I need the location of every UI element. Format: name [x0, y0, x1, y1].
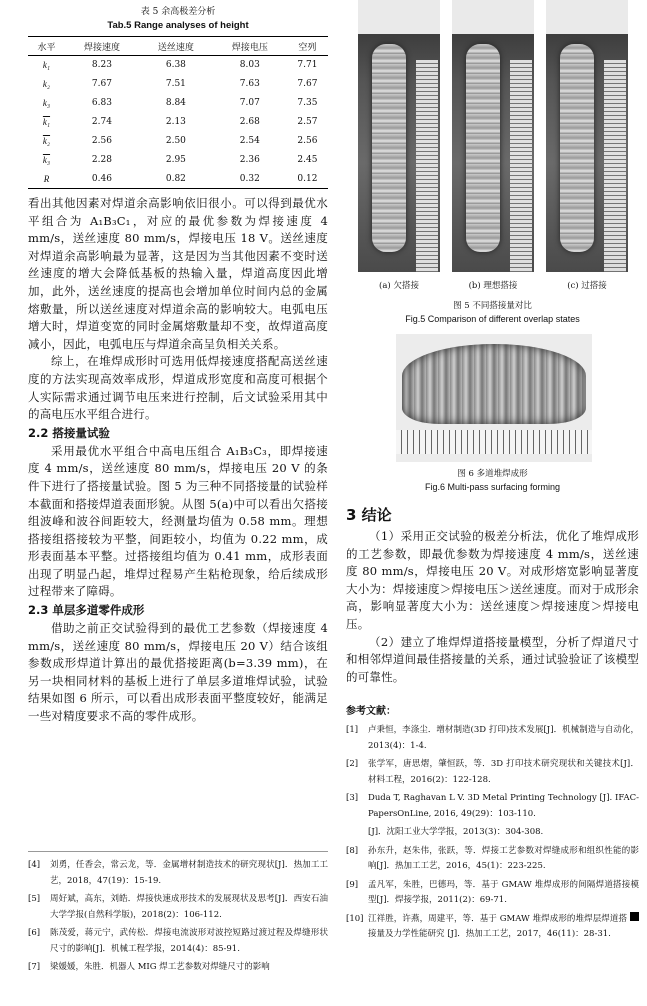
figure-5-caption	[346, 300, 639, 326]
reference-item: [9] 孟凡军，朱胜，巴德玛，等．基于 GMAW 堆焊成形的间隔焊道搭接模型[J]．焊接学报，2011(2)：69-71.	[346, 879, 639, 906]
table-cell: 6.83	[91, 98, 112, 108]
conclusion-item-2: （2）建立了堆焊焊道搭接量模型，分析了焊道尺寸和相邻焊道间最佳搭接量的关系，通过试验验证了该模型的可靠性。	[346, 634, 639, 684]
reference-item: [1] 卢秉恒，李涤尘．增材制造(3D 打印)技术发展[J]．机械制造与自动化，2013(4)：1-4.	[346, 725, 639, 751]
table-header-cell: 焊接速度	[65, 37, 139, 56]
figure-5-caption-en: Fig.5 Comparison of different overlap states	[405, 314, 580, 324]
conclusion-item-1: （1）采用正交试验的极差分析法，优化了堆焊成形的工艺参数，即最优参数为焊接速度 4 mm/s，送丝速度 80 mm/s，焊接电压 20 V。对成形熔宽影响显著度大小为：焊接速度＞焊接电压＞送丝速度。而对于成形余高，影响显著度大小为：送丝速度＞焊接速度＞焊接电压。	[346, 529, 639, 631]
table-caption-en: Tab.5 Range analyses of height	[107, 20, 249, 31]
table-row	[28, 94, 328, 113]
table-cell: 7.63	[239, 79, 260, 89]
table-row-label: k₂	[42, 136, 51, 146]
subcaption-c: (c) 过搭接	[567, 281, 607, 291]
table-cell: 8.23	[91, 60, 112, 71]
table-row	[28, 132, 328, 151]
right-column	[346, 0, 639, 946]
paragraph-multipass: 借助之前正交试验得到的最优工艺参数（焊接速度 4 mm/s，送丝速度 80 mm/s，焊接电压 20 V）结合该组参数成形焊道计算出的最优搭接距离(b=3.39 mm)，在另一块相同材料的基板上进行了单层多道堆焊试验，试验结果如图 6 所示，可以看出成形表面平整度较好，能满足一些对精度要求不高的零件成形。	[28, 621, 328, 724]
table-cell: 2.57	[297, 117, 318, 127]
subcaption-b: (b) 理想搭接	[468, 281, 518, 291]
references-continued-left	[28, 858, 328, 979]
table-row	[28, 56, 328, 75]
table-cell: 7.35	[297, 98, 318, 108]
footnote-divider	[28, 851, 328, 852]
table-cell: 8.03	[239, 60, 260, 71]
figure-6-caption-cn: 图 6 多道堆焊成形	[457, 469, 528, 479]
subcaption-a: (a) 欠搭接	[379, 281, 419, 291]
left-column	[28, 0, 328, 726]
table-cell: 2.28	[91, 155, 112, 165]
table-row-label: k₁	[42, 117, 51, 127]
figure-6-photo	[396, 334, 592, 462]
table-row	[28, 113, 328, 132]
table-header-cell: 空列	[287, 37, 328, 56]
reference-item: [J]．沈阳工业大学学报，2013(3)：304-308.	[368, 827, 544, 838]
table-cell: 2.45	[297, 155, 318, 165]
section-heading-conclusion: 3 结论	[346, 506, 392, 524]
table-cell: 0.46	[65, 170, 139, 189]
table-cell: 7.67	[297, 79, 318, 89]
table-cell: 2.54	[239, 136, 260, 146]
table-row-label: k₃	[42, 155, 51, 165]
table-cell: 7.71	[297, 60, 318, 71]
table-row	[28, 170, 328, 189]
figure-5	[358, 0, 628, 300]
table-cell: 7.07	[239, 98, 260, 108]
table-row-label: k₁	[42, 60, 51, 71]
table-cell: 2.36	[239, 155, 260, 165]
table-header-cell: 水平	[28, 37, 65, 56]
table-cell: 2.74	[91, 117, 112, 127]
figure-6-caption-en: Fig.6 Multi-pass surfacing forming	[424, 482, 561, 492]
table-cell: 6.38	[165, 60, 186, 71]
paragraph-overlap-test: 采用最优水平组合中高电压组合 A₁B₃C₃，即焊接速度 4 mm/s，送丝速度 80 mm/s，焊接电压 20 V 的条件下进行了搭接量试验。图 5 为三种不同搭接量的试验样本截面和搭接焊道表面形貌。从图 5(a)中可以看出欠搭接组波峰和波谷间距较大，经测量均值为 0.58 mm。理想搭接组搭接较为平整，间距较小，均值为 0.22 mm，成形表面基本平整。过搭接组均值为 0.41 mm，成形表面出现了明显凸起，堆焊过程易产生粘枪现象，给后续成形过程带来了障碍。	[28, 443, 328, 599]
paragraph-summary: 综上，在堆焊成形时可选用低焊接速度搭配高送丝速度的方法实现高效率成形，焊道成形宽度和高度可根据个人实际需求通过调节电压来进行控制，后文试验采用其中的高电压水平组合进行。	[28, 354, 328, 422]
reference-item: [5] 周好斌，高东，刘皓．焊接快速成形技术的发展现状及思考[J]．西安石油大学学报(自然科学版)，2018(2)：106-112.	[28, 894, 328, 920]
table-row	[28, 75, 328, 94]
reference-item: [6] 陈茂爱，蒋元宁，武传松．焊接电流波形对波控短路过渡过程及焊缝形状尺寸的影响[J]．机械工程学报，2014(4)：85-91.	[28, 928, 328, 954]
section-heading-2-2: 2.2 搭接量试验	[28, 425, 110, 440]
reference-item: [7] 梁媛媛，朱胜．机器人 MIG 焊工艺参数对焊缝尺寸的影响	[28, 962, 270, 972]
table-cell: 2.56	[91, 136, 112, 146]
table-row-label: R	[28, 170, 65, 189]
references-title: 参考文献：	[346, 706, 396, 718]
photo-under-overlap	[358, 0, 440, 272]
table-header-cell: 焊接电压	[213, 37, 287, 56]
table-caption-cn: 表 5 余高极差分析	[140, 7, 216, 17]
photo-over-overlap	[546, 0, 628, 272]
table-cell: 0.32	[213, 170, 287, 189]
table-cell: 2.56	[297, 136, 318, 146]
table-cell: 7.51	[165, 79, 186, 89]
table-cell: 0.12	[287, 170, 328, 189]
reference-item: [10] 江祥胜，许燕，周建平，等．基于 GMAW 堆焊成形的堆焊层焊道搭接量及力学性能研究 [J]．热加工工艺，2017，46(11)：28-31.	[346, 912, 639, 943]
section-heading-2-3: 2.3 单层多道零件成形	[28, 603, 145, 618]
table-header-row	[28, 37, 328, 56]
figure-5-caption-cn: 图 5 不同搭接量对比	[453, 301, 532, 311]
table-row-label: k₂	[42, 79, 51, 89]
references-list	[346, 723, 639, 943]
table-caption	[28, 6, 328, 32]
photo-ideal-overlap	[452, 0, 534, 272]
table-row-label: k₃	[42, 98, 51, 108]
range-analysis-table	[28, 36, 328, 189]
paragraph-height-analysis: 看出其他因素对焊道余高影响依旧很小。可以得到最优水平组合为 A₁B₃C₁，对应的最优参数为焊接速度 4 mm/s，送丝速度 80 mm/s，焊接电压 18 V。送丝速度对焊道余高影响最为显著，这是因为当其他因素不变时送丝速度的增大会降低基板的热输入量，焊道高度因此增加，此外，送丝速度的提高也会增加单位时间内总的金属熔敷量，所以送丝速度对焊道余高的影响较大。电弧电压增大时，焊道变宽的同时金属熔敷量却不变，故焊道高度减小，因此，电弧电压与焊道余高呈负相关关系。	[28, 196, 328, 351]
table-cell: 8.84	[165, 98, 186, 108]
end-mark-icon	[630, 912, 639, 921]
table-cell: 2.95	[165, 155, 186, 165]
table-cell: 2.13	[165, 117, 186, 127]
table-cell: 2.68	[239, 117, 260, 127]
table-row	[28, 151, 328, 170]
reference-item: [2] 张学军，唐思熠，肇恒跃，等．3D 打印技术研究现状和关键技术[J]．材料工程，2016(2)：122-128.	[346, 759, 639, 785]
figure-6-caption	[346, 468, 639, 494]
reference-item: [4] 刘勇，任香会，常云龙，等．金属增材制造技术的研究现状[J]．热加工工艺，2018，47(19)：15-19.	[28, 860, 328, 886]
table-header-cell: 送丝速度	[139, 37, 213, 56]
reference-item: [8] 孙东升，赵朱伟，张跃，等．焊接工艺参数对焊缝成形和组织性能的影响[J]．热加工工艺，2016，45(1)：223-225.	[346, 845, 639, 872]
table-cell: 7.67	[91, 79, 112, 89]
table-cell: 2.50	[165, 136, 186, 146]
reference-item: [3] Duda T, Raghavan L V. 3D Metal Printing Technology [J]. IFAC-PapersOnLine, 2016, 49(29)：103-110.	[346, 793, 639, 819]
table-cell: 0.82	[139, 170, 213, 189]
